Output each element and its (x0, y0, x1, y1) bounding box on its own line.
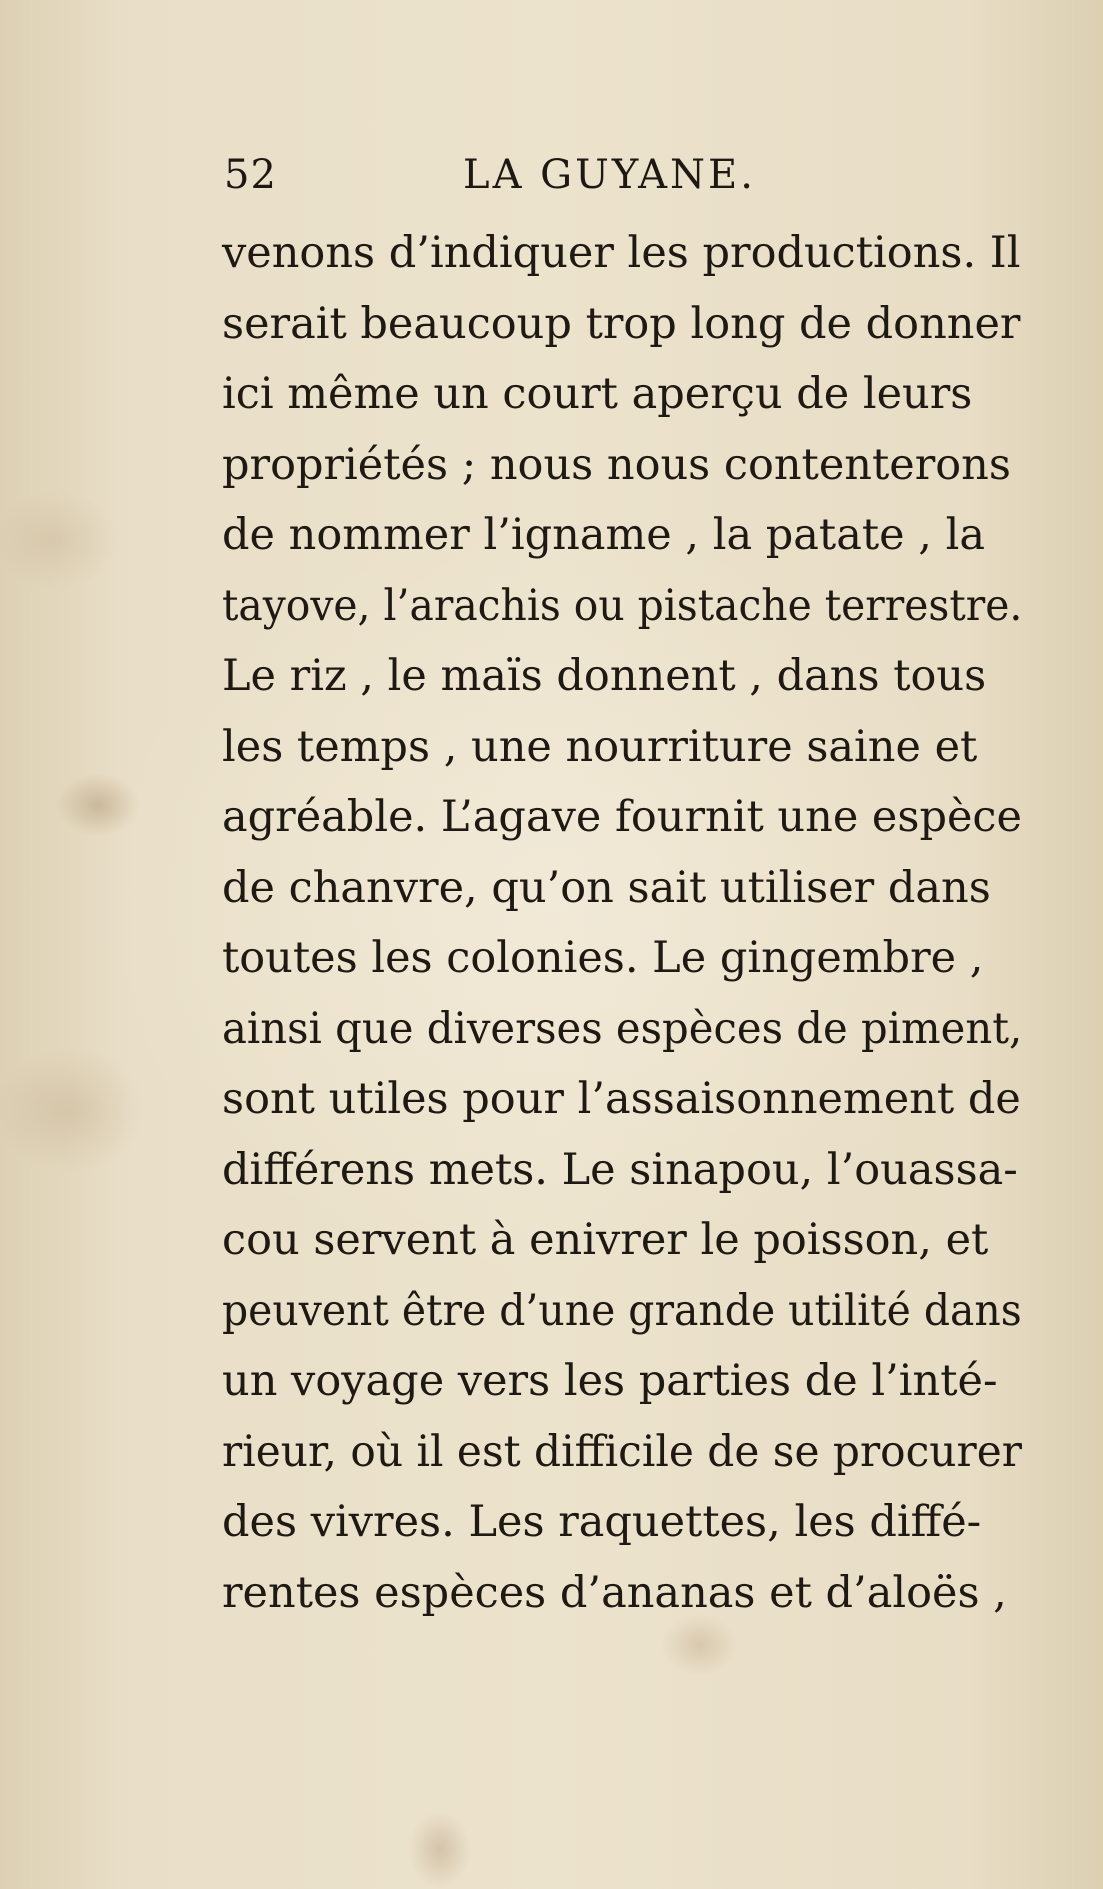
text-line: ainsi que diverses espèces de piment, (222, 1003, 1023, 1054)
text-line: ici même un court aperçu de leurs (222, 369, 973, 419)
text-line: rieur, où il est difficile de se procurer (222, 1426, 1022, 1477)
text-line: différens mets. Le sinapou, l’ouassa- (222, 1144, 1018, 1195)
text-line: de chanvre, qu’on sait utiliser dans (222, 862, 991, 913)
text-line: de nommer l’igname , la patate , la (222, 510, 985, 560)
text-line: agréable. L’agave fournit une espèce (222, 792, 1022, 842)
page-header (224, 150, 784, 200)
text-line: sont utiles pour l’assaisonnement de (222, 1074, 1021, 1124)
body-text (222, 218, 1022, 1628)
text-line: les temps , une nourriture saine et (222, 721, 978, 772)
text-line: serait beaucoup trop long de donner (222, 298, 1021, 349)
text-line: Le riz , le maïs donnent , dans tous (222, 651, 987, 701)
text-line: rentes espèces d’ananas et d’aloës , (222, 1567, 1007, 1618)
text-line: peuvent être d’une grande utilité dans (222, 1285, 1022, 1336)
text-line: cou servent à enivrer le poisson, et (222, 1215, 989, 1265)
text-line: toutes les colonies. Le gingembre , (222, 933, 984, 983)
text-line: venons d’indiquer les productions. Il (222, 228, 1021, 278)
text-line: propriétés ; nous nous contenterons (222, 439, 1011, 490)
page-number: 52 (224, 152, 277, 198)
running-title: LA GUYANE. (463, 152, 756, 198)
text-line: des vivres. Les raquettes, les diffé- (222, 1497, 982, 1547)
text-line: tayove, l’arachis ou pistache terrestre. (222, 580, 1023, 631)
text-line: un voyage vers les parties de l’inté- (222, 1356, 998, 1406)
